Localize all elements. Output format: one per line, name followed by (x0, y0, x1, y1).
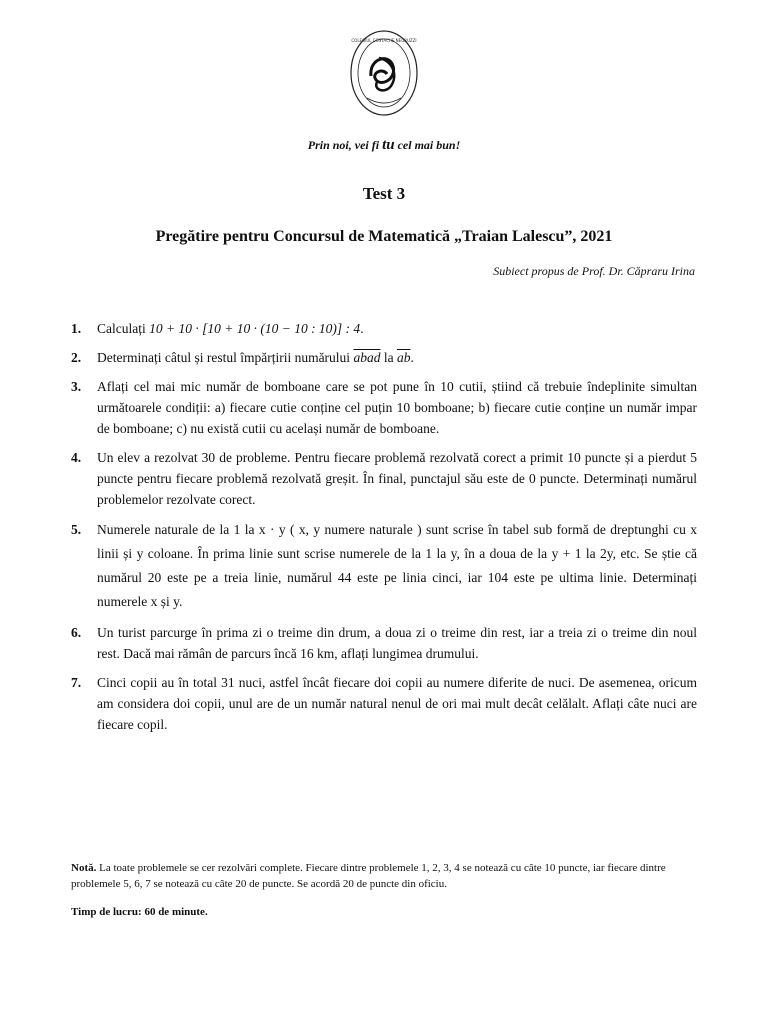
problem-text: Numerele naturale de la 1 la x · y ( x, y numere naturale ) sunt scrise în tabel sub formă de dreptunghi cu x linii și y coloane. În prima linie sunt scrise numerele de la 1 la y, în a doua de la y + 1 la 2y, etc. Se știe că numărul 20 este pe a treia linie, numărul 44 este pe linia cinci, iar 104 este pe ultima linie. Determinați numerele x și y. (97, 522, 697, 609)
problem-formula: 10 + 10 · [10 + 10 · (10 − 10 : 10)] : 4 (149, 321, 361, 336)
problem-list (71, 318, 697, 743)
problem-text: Determinați câtul și restul împărțirii numărului (97, 350, 354, 365)
logo-text: COLEGIUL COSTACHE NEGRUZZI (351, 38, 417, 43)
problem-number: 4. (71, 450, 82, 465)
problem-7 (71, 672, 697, 735)
motto (0, 137, 768, 154)
school-logo (349, 28, 419, 126)
problem-text-end: . (360, 321, 364, 336)
problem-number: 7. (71, 675, 82, 690)
motto-emphasis: tu (382, 137, 395, 153)
test-title: Test 3 (362, 184, 406, 203)
note-text: La toate problemele se cer rezolvări complete. Fiecare dintre problemele 1, 2, 3, 4 se notează cu câte 10 puncte, iar fiecare dintre problemele 5, 6, 7 se notează cu câte 20 de puncte. Se acordă 20 de puncte din oficiu. (71, 862, 666, 890)
problem-6 (71, 622, 697, 664)
problem-2 (71, 347, 697, 368)
overline-number-abad: abad (353, 350, 381, 365)
problem-text: Cinci copii au în total 31 nuci, astfel încât fiecare doi copii au numere diferite de nuci. De asemenea, oricum am considera doi copii, unul are de un număr natural nenul de ori mai mult decât celălalt. Aflați câte nuci are fiecare copil. (97, 675, 697, 732)
problem-3 (71, 376, 697, 439)
note-label: Notă. (71, 862, 97, 874)
overline-number-ab: $\overline{ab}$ (396, 350, 411, 365)
author-line: Subiect propus de Prof. Dr. Căpraru Irina (493, 264, 695, 278)
grading-note (71, 860, 697, 892)
problem-text: Un turist parcurge în prima zi o treime din drum, a doua zi o treime din rest, iar a treia zi o treime din noul rest. Dacă mai rămân de parcurs încă 16 km, aflați lungimea drumului. (97, 625, 697, 661)
motto-after: cel mai bun! (394, 138, 461, 152)
problem-text-middle: la (380, 350, 397, 365)
problem-number: 2. (71, 350, 82, 365)
problem-text-end: . (410, 350, 414, 365)
problem-5 (71, 518, 697, 614)
motto-before: Prin noi, vei fi (307, 138, 383, 152)
test-subtitle: Pregătire pentru Concursul de Matematică „Traian Lalescu”, 2021 (155, 228, 613, 245)
problem-text: Calculați (97, 321, 150, 336)
problem-number: 6. (71, 625, 82, 640)
problem-number: 5. (71, 522, 82, 537)
problem-number: 3. (71, 379, 82, 394)
problem-number: 1. (71, 321, 82, 336)
problem-text: Aflați cel mai mic număr de bomboane care se pot pune în 10 cutii, știind că trebuie îndeplinite simultan următoarele condiții: a) fiecare cutie conține cel puțin 10 bomboane; b) fiecare cutie conține un număr impar de bomboane; c) nu există cutii cu același număr de bomboane. (97, 379, 697, 436)
problem-text: Un elev a rezolvat 30 de probleme. Pentru fiecare problemă rezolvată corect a primit 10 puncte și a pierdut 5 puncte pentru fiecare problemă rezolvată greșit. În final, punctajul său este de 0 puncte. Determinați numărul problemelor rezolvate corect. (97, 450, 697, 507)
time-limit: Timp de lucru: 60 de minute. (71, 906, 208, 918)
problem-4 (71, 447, 697, 510)
problem-1 (71, 318, 697, 339)
